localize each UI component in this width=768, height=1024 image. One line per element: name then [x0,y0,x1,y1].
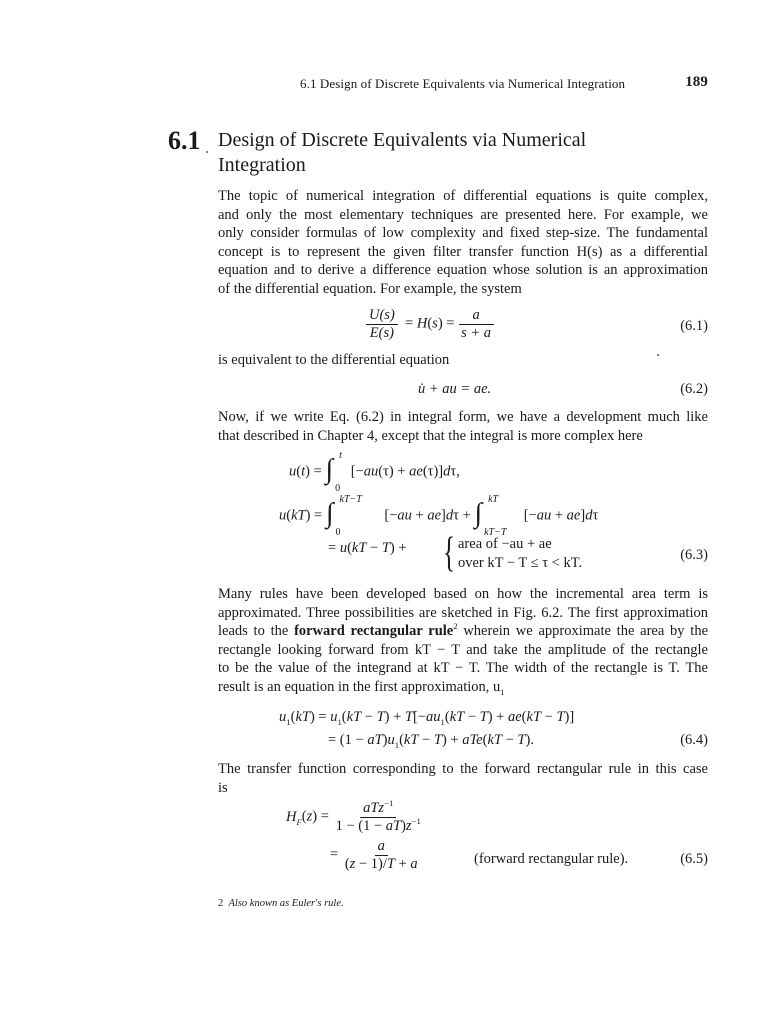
equation-6-3-line1: u(t) = ∫ t 0 [−au(τ) + ae(τ)]dτ, [289,450,460,494]
left-brace: { [443,530,456,576]
text-line: Now, if we write Eq. (6.2) in integral form, we have a development much like [218,409,708,425]
equation-label: (forward rectangular rule). [474,851,629,867]
running-header [300,76,708,92]
paragraph-integral-form [218,408,708,445]
text-line: rectangle looking forward from kT − T and take the amplitude of the rectangle [218,641,708,658]
equation-6-5-line1: $H_F(z)$ = $\frac{aTz^{-1}}{1 - (1 - aT)z^{-1}}$ [286,798,421,834]
text-line: to be the value of the integrand at kT − T. The width of the rectangle is T. The [218,660,708,676]
footnote-ref: 2 [453,621,458,632]
text-run: wherein we approximate the area by the [457,623,708,639]
print-speck [657,354,659,356]
equation-6-4-line2: = $(1 - aT)u_1(kT - T) + aTe(kT - T)$. [328,732,534,750]
text-line: Many rules have been developed based on how the incremental area term is [218,586,708,602]
page-number: 189 [685,74,708,90]
equation-number: (6.5) [680,851,708,867]
print-speck [206,151,208,153]
text-line: is [218,779,228,796]
equation-6-3-line2: u(kT) = ∫ kT−T 0 [−au + ae]dτ + ∫ kT kT−T [−au + ae]dτ [279,494,599,538]
equation-6-2: u̇ + au = ae. [418,381,492,397]
text-line: only consider formulas of low complexity and fixed step-size. The fundamental [218,225,708,241]
equation-6-3-brace-text [458,535,582,573]
equation-6-4-line1: $u_1(kT) = u_1(kT - T) + T[-au_1(kT - T) + ae(kT - T)]$ [279,709,575,727]
text-line: equation and to derive a difference equation whose solution is an approximation [218,262,708,278]
footnote-text: Also known as Euler's rule. [228,898,344,909]
text-line: that described in Chapter 4, except that the integral is more complex here [218,427,643,444]
section-title: Design of Discrete Equivalents via Numerical Integration [218,129,587,176]
equation-number: (6.1) [680,318,708,334]
text-run: leads to the [218,623,295,639]
equation-6-5-line2: = $\frac{a}{(z - 1)/T + a}$ [330,838,418,872]
brace-line: area of −au + ae [458,536,552,552]
paragraph-transfer [218,760,708,797]
section-number: 6.1 [168,126,201,155]
text-run: result is an equation in the first approximation, u [218,678,501,695]
text-line: The topic of numerical integration of differential equations is quite complex, [218,188,708,204]
bold-term: forward rectangular rule [294,623,454,639]
equation-6-3-line3: = u(kT − T) + [328,540,407,556]
text-line: and only the most elementary techniques are presented here. For example, we [218,206,708,223]
text-line: result is an equation in the first approximation, $u_1$ [218,678,505,697]
paragraph-equivalent: is equivalent to the differential equation [218,352,450,368]
text-line [218,622,708,641]
equation-6-1: $\frac{U(s)}{E(s)}$ = H(s) = $\frac{a}{s + a}$ [366,307,494,341]
equation-number: (6.3) [680,547,708,563]
paragraph-intro [218,187,708,298]
brace-line: over kT − T ≤ τ < kT. [458,555,583,571]
footnote [218,898,344,909]
text-line: of the differential equation. For example, the system [218,280,522,297]
text-line: approximated. Three possibilities are sketched in Fig. 6.2. The first approximation [218,604,708,621]
text-line: concept is to represent the given filter transfer function H(s) as a differential [218,243,708,260]
running-title: 6.1 Design of Discrete Equivalents via Numerical Integration [300,76,626,91]
text-line: The transfer function corresponding to the forward rectangular rule in this case [218,761,708,777]
paragraph-forward-rule [218,585,708,696]
equation-number: (6.2) [680,381,708,397]
equation-number: (6.4) [680,732,708,748]
footnote-mark: 2 [218,898,224,909]
